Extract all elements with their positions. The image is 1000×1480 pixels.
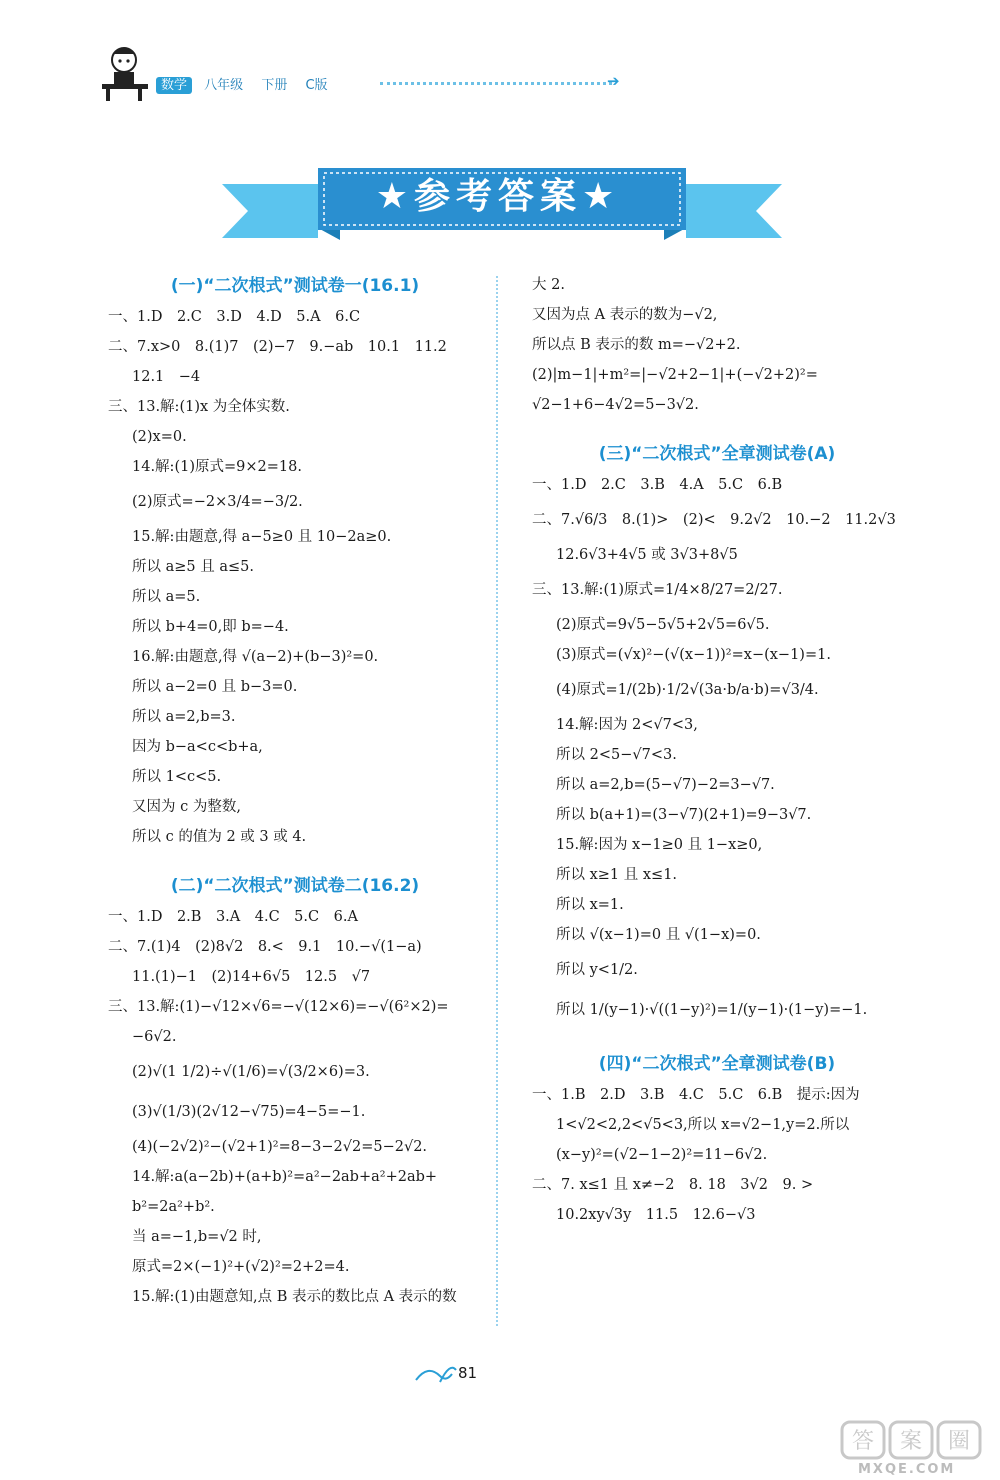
answer-line: 14.解:因为 2<√7<3, (556, 717, 698, 733)
answer-line: (2)√(1 1/2)÷√(1/6)=√(3/2×6)=3. (132, 1064, 370, 1080)
section-title: (二)“二次根式”测试卷二(16.2) (170, 876, 420, 896)
answer-line: 11.(1)−1 (2)14+6√5 12.5 √7 (132, 969, 371, 985)
answer-banner (222, 162, 782, 244)
answer-line: 三、13.解:(1)原式=1/4×8/27=2/27. (532, 582, 783, 598)
answer-line: 所以 y<1/2. (556, 962, 638, 978)
answer-line: 16.解:由题意,得 √(a−2)+(b−3)²=0. (132, 649, 379, 665)
page-header (100, 44, 620, 108)
answer-line: 一、1.D 2.C 3.B 4.A 5.C 6.B (532, 477, 783, 493)
answer-line: 14.解:a(a−2b)+(a+b)²=a²−2ab+a²+2ab+ (132, 1169, 438, 1185)
section-title: (一)“二次根式”测试卷一(16.1) (170, 276, 420, 296)
watermark-char-1: 答 (851, 1429, 875, 1454)
header-dotted-line (380, 82, 612, 85)
answer-line: (2)原式=−2×3/4=−3/2. (132, 494, 303, 510)
answer-line: 一、1.D 2.C 3.D 4.D 5.A 6.C (108, 309, 361, 325)
answers-right-column (532, 270, 902, 1230)
answer-line: (2)x=0. (132, 429, 187, 445)
answer-line: 原式=2×(−1)²+(√2)²=2+2=4. (132, 1259, 350, 1275)
answer-line: 二、7.x>0 8.(1)7 (2)−7 9.−ab 10.1 11.2 (108, 339, 447, 355)
answer-line: 大 2. (532, 277, 565, 293)
answer-line: 10.2xy√3y 11.5 12.6−√3 (556, 1207, 756, 1223)
answer-line: 所以 b+4=0,即 b=−4. (132, 619, 289, 635)
answer-line: 所以 √(x−1)=0 且 √(1−x)=0. (556, 927, 761, 943)
watermark-site: MXQE.COM (858, 1462, 956, 1477)
answer-line: 所以 b(a+1)=(3−√7)(2+1)=9−3√7. (556, 807, 812, 823)
answer-line: 又因为 c 为整数, (132, 799, 241, 815)
subject-tag: 数学 (156, 77, 192, 94)
answer-line: (3)√(1/3)(2√12−√75)=4−5=−1. (132, 1104, 366, 1120)
answer-line: 12.1 −4 (132, 369, 201, 385)
answer-line: (2)|m−1|+m²=|−√2+2−1|+(−√2+2)²= (532, 367, 818, 383)
book-info (156, 74, 342, 93)
answer-line: 15.解:由题意,得 a−5≥0 且 10−2a≥0. (132, 529, 392, 545)
answer-line: 1<√2<2,2<√5<3,所以 x=√2−1,y=2.所以 (556, 1117, 850, 1133)
answer-line: 所以 x≥1 且 x≤1. (556, 867, 678, 883)
student-mascot-icon (100, 44, 152, 104)
banner-title: ★参考答案★ (375, 176, 621, 217)
answer-line: 所以 x=1. (556, 897, 624, 913)
answer-line: (4)(−2√2)²−(√2+1)²=8−3−2√2=5−2√2. (132, 1139, 428, 1155)
answer-line: 二、7.(1)4 (2)8√2 8.< 9.1 10.−√(1−a) (108, 939, 422, 955)
answer-line: 三、13.解:(1)x 为全体实数. (108, 399, 290, 415)
volume-label: 下册 (261, 78, 288, 93)
answer-line: 所以点 B 表示的数 m=−√2+2. (532, 337, 741, 353)
answer-line: 所以 2<5−√7<3. (556, 747, 677, 763)
section-title: (四)“二次根式”全章测试卷(B) (598, 1054, 836, 1074)
answer-line: 所以 c 的值为 2 或 3 或 4. (132, 829, 307, 845)
answer-line: 二、7. x≤1 且 x≠−2 8. 18 3√2 9. > (532, 1177, 814, 1193)
column-divider (496, 276, 498, 1326)
answer-line: 14.解:(1)原式=9×2=18. (132, 459, 302, 475)
answer-line: −6√2. (132, 1029, 177, 1045)
arrow-right-icon: ➔ (607, 72, 620, 90)
section-gap (532, 1030, 902, 1048)
answer-line: 15.解:(1)由题意知,点 B 表示的数比点 A 表示的数 (132, 1289, 457, 1305)
answer-line: 当 a=−1,b=√2 时, (132, 1229, 262, 1245)
answer-line: b²=2a²+b². (132, 1199, 215, 1215)
answer-line: (x−y)²=(√2−1−2)²=11−6√2. (556, 1147, 768, 1163)
answer-line: 又因为点 A 表示的数为−√2, (532, 307, 718, 323)
answer-line: 15.解:因为 x−1≥0 且 1−x≥0, (556, 837, 763, 853)
answer-line: √2−1+6−4√2=5−3√2. (532, 397, 699, 413)
answer-line: 所以 a≥5 且 a≤5. (132, 559, 254, 575)
answer-line: 所以 a=2,b=(5−√7)−2=3−√7. (556, 777, 775, 793)
answer-line: 所以 1<c<5. (132, 769, 222, 785)
watermark-char-3: 圈 (947, 1429, 971, 1454)
answer-line: (2)原式=9√5−5√5+2√5=6√5. (556, 617, 770, 633)
answer-line: 二、7.√6/3 8.(1)> (2)< 9.2√2 10.−2 11.2√3 (532, 512, 896, 528)
answer-line: 一、1.B 2.D 3.B 4.C 5.C 6.B 提示:因为 (532, 1087, 860, 1103)
answer-line: 所以 a=2,b=3. (132, 709, 236, 725)
answer-line: 12.6√3+4√5 或 3√3+8√5 (556, 547, 738, 563)
answer-line: 所以 a=5. (132, 589, 201, 605)
answer-line: 三、13.解:(1)−√12×√6=−√(12×6)=−√(6²×2)= (108, 999, 449, 1015)
answer-line: 因为 b−a<c<b+a, (132, 739, 263, 755)
edition-label: C版 (305, 78, 328, 93)
section-title: (三)“二次根式”全章测试卷(A) (598, 444, 836, 464)
answer-line: 一、1.D 2.B 3.A 4.C 5.C 6.A (108, 909, 358, 925)
page-number: 81 (458, 1364, 478, 1382)
answer-line: 所以 a−2=0 且 b−3=0. (132, 679, 298, 695)
grade-label: 八年级 (204, 78, 244, 93)
section-gap (108, 852, 482, 870)
watermark-char-2: 案 (899, 1429, 923, 1454)
section-gap (532, 420, 902, 438)
answer-line: (3)原式=(√x)²−(√(x−1))²=x−(x−1)=1. (556, 647, 831, 663)
answer-line: (4)原式=1/(2b)·1/2√(3a·b/a·b)=√3/4. (556, 682, 819, 698)
answer-line: 所以 1/(y−1)·√((1−y)²)=1/(y−1)·(1−y)=−1. (556, 1002, 868, 1018)
answers-left-column (108, 270, 482, 1312)
